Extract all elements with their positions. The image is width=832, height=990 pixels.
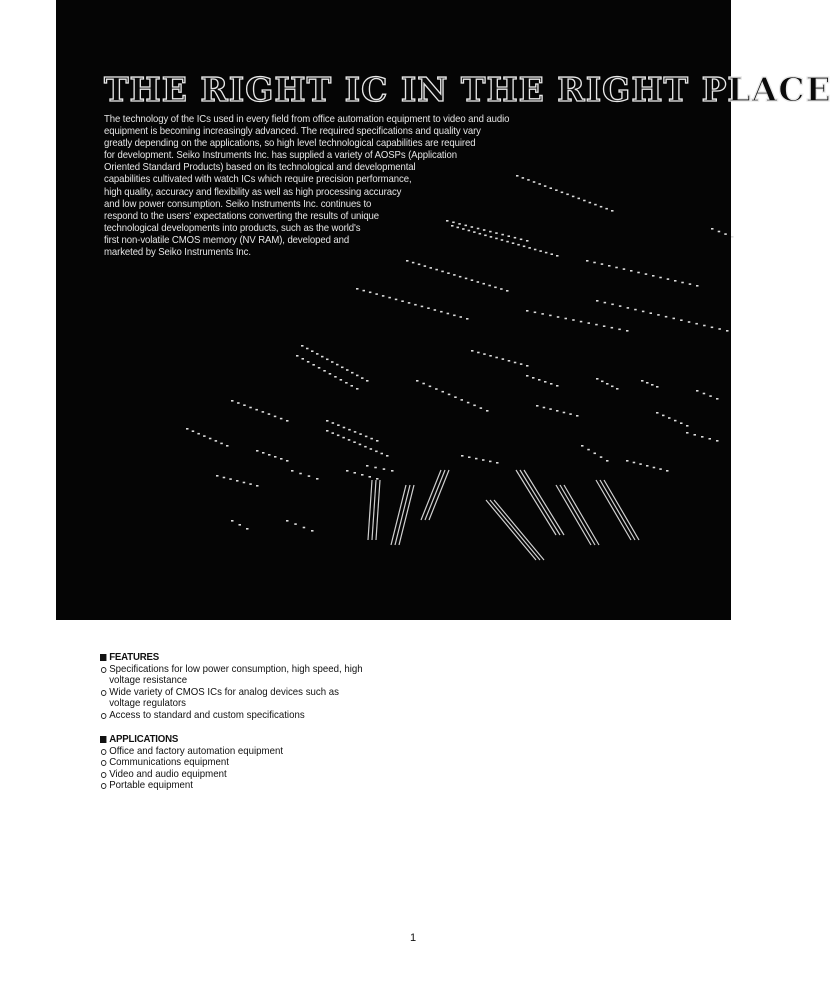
square-bullet-icon — [100, 736, 106, 743]
chip-lead-group — [391, 485, 414, 545]
chip-pin-row — [686, 432, 719, 442]
chip-pin-row — [231, 400, 289, 422]
chip-pin-row — [656, 412, 689, 427]
circle-bullet-icon — [101, 749, 107, 755]
chip-pin-row — [626, 460, 669, 472]
applications-item-text: Video and audio equipment — [109, 767, 227, 780]
features-item-text: Specifications for low power consumption, high speed, high — [109, 662, 363, 675]
chip-pin-row — [346, 470, 379, 480]
features-item-text: voltage resistance — [109, 674, 188, 686]
features-item-text: voltage regulators — [109, 697, 186, 709]
chip-pin-row — [416, 380, 489, 412]
hero-body-line: capabilities cultivated with watch ICs which require precision performance, — [104, 174, 412, 186]
chip-lead-group — [596, 480, 639, 540]
chip-pin-row — [641, 380, 659, 388]
chip-pin-row — [581, 445, 609, 462]
chip-lead-group — [556, 485, 599, 545]
chip-pin-row — [356, 288, 469, 320]
applications-section — [100, 734, 299, 792]
features-item-text: Wide variety of CMOS ICs for analog devices such as — [109, 685, 339, 698]
hero-body-line: marketed by Seiko Instruments Inc. — [104, 247, 251, 259]
hero-body-line: first non-volatile CMOS memory (NV RAM), developed and — [104, 234, 350, 246]
chip-pin-row — [296, 355, 359, 390]
circle-bullet-icon — [101, 690, 107, 696]
chip-lead-group — [368, 480, 380, 540]
applications-item-text: Communications equipment — [109, 756, 229, 768]
chip-pin-row — [256, 450, 289, 462]
hero-body-line: high quality, accuracy and flexibility as well as high processing accuracy — [104, 186, 402, 198]
circle-bullet-icon — [101, 667, 107, 673]
chip-pin-row — [536, 405, 579, 417]
applications-item-text: Office and factory automation equipment — [109, 744, 284, 757]
applications-heading-text: APPLICATIONS — [109, 733, 179, 745]
chip-lead-group — [486, 500, 544, 560]
hero-body — [104, 114, 510, 259]
chip-pin-row — [366, 465, 394, 472]
chip-pin-row — [596, 300, 729, 332]
chip-pin-row — [216, 475, 259, 487]
chip-pin-row — [461, 455, 499, 464]
chip-pin-row — [526, 375, 559, 387]
chip-pin-row — [186, 428, 229, 447]
page-number: 1 — [410, 932, 417, 944]
hero-body-line: respond to the users' expectations converting the results of unique — [104, 210, 380, 222]
hero-body-line: equipment is becoming increasingly advanced. The required specifications and quality vary — [104, 126, 481, 138]
chip-pin-row — [326, 420, 379, 442]
hero-body-line: Oriented Standard Products) based on its technological and developmental — [104, 162, 416, 174]
chip-pin-row — [516, 175, 614, 212]
chip-pin-row — [696, 390, 719, 400]
applications-item — [100, 780, 283, 792]
hero-body-line: technological developments into products, such as the world's — [104, 222, 361, 234]
applications-item-text: Portable equipment — [109, 779, 193, 791]
chip-pin-row — [326, 430, 389, 457]
hero-body-line: and low power consumption. Seiko Instruments Inc. continues to — [104, 198, 372, 210]
chip-lead-group — [421, 470, 449, 520]
chip-pin-row — [471, 350, 529, 367]
features-item-text: Access to standard and custom specifications — [109, 708, 305, 721]
square-bullet-icon — [100, 654, 106, 661]
chip-pin-row — [711, 228, 734, 238]
hero-banner — [56, 0, 832, 620]
chip-pin-row — [291, 470, 319, 480]
features-heading-text: FEATURES — [109, 651, 160, 663]
circle-bullet-icon — [101, 760, 107, 766]
circle-bullet-icon — [101, 772, 107, 778]
hero-body-line: greatly depending on the applications, so high level technological capabilities are required — [104, 138, 476, 150]
hero-body-line: for development. Seiko Instruments Inc. has supplied a variety of AOSPs (Application — [104, 150, 457, 162]
circle-bullet-icon — [101, 783, 107, 789]
chip-pin-row — [286, 520, 314, 532]
chip-lead-group — [516, 470, 564, 535]
hero-body-line: The technology of the ICs used in every field from office automation equipment to video and audio — [104, 114, 510, 125]
chip-pin-row — [596, 378, 619, 390]
chip-pin-row — [526, 310, 629, 332]
chip-pin-row — [586, 260, 699, 287]
hero-title: THE RIGHT IC IN THE RIGHT PLACE — [104, 70, 832, 109]
chip-pin-row — [406, 260, 509, 292]
features-item — [100, 710, 363, 722]
chip-pin-row — [231, 520, 249, 530]
circle-bullet-icon — [101, 713, 107, 719]
features-section — [100, 652, 386, 721]
